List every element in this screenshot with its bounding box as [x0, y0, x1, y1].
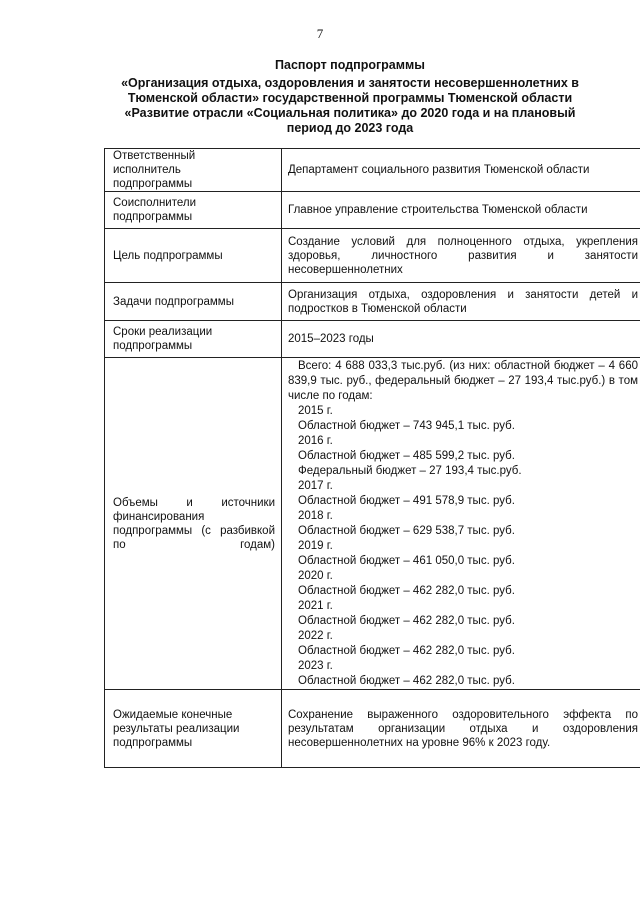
row-value: Главное управление строительства Тюменской области	[282, 192, 640, 229]
financing-year: 2017 г.	[298, 480, 333, 492]
financing-line: Областной бюджет – 462 282,0 тыс. руб.	[298, 585, 515, 597]
row-label: Сроки реализации подпрограммы	[105, 321, 282, 358]
table-row-financing	[105, 358, 640, 690]
row-label: Задачи подпрограммы	[105, 283, 282, 321]
financing-year: 2023 г.	[298, 660, 333, 672]
title-line-5: период до 2023 года	[286, 121, 414, 135]
row-value: Сохранение выраженного оздоровительного эффекта по результатам организации отдыха и оздоровления несовершеннолетних на уровне 96% к 2023 году.	[282, 690, 640, 768]
title-line-3: Тюменской области» государственной программы Тюменской области	[127, 91, 573, 105]
table-row-responsible	[105, 149, 640, 192]
document-title	[100, 58, 600, 136]
row-value: Создание условий для полноценного отдыха, укрепления здоровья, личностного развития и занятости несовершеннолетних	[282, 229, 640, 283]
financing-year: 2020 г.	[298, 570, 333, 582]
financing-year: 2019 г.	[298, 540, 333, 552]
financing-year: 2022 г.	[298, 630, 333, 642]
passport-table	[104, 148, 640, 768]
table-row-coexecutors	[105, 192, 640, 229]
title-line-4: «Развитие отрасли «Социальная политика» до 2020 года и на плановый	[124, 106, 576, 120]
row-label: Соисполнители подпрограммы	[105, 192, 282, 229]
row-label: Цель подпрограммы	[105, 229, 282, 283]
financing-line: Областной бюджет – 629 538,7 тыс. руб.	[298, 525, 515, 537]
table-row-tasks	[105, 283, 640, 321]
financing-year: 2018 г.	[298, 510, 333, 522]
table-row-goal	[105, 229, 640, 283]
table-row-results	[105, 690, 640, 768]
financing-line: Областной бюджет – 485 599,2 тыс. руб.	[298, 450, 515, 462]
financing-year: 2021 г.	[298, 600, 333, 612]
financing-line: Областной бюджет – 462 282,0 тыс. руб.	[298, 675, 515, 687]
title-line-1: Паспорт подпрограммы	[275, 58, 425, 72]
financing-line: Областной бюджет – 462 282,0 тыс. руб.	[298, 615, 515, 627]
financing-line: Федеральный бюджет – 27 193,4 тыс.руб.	[298, 465, 522, 477]
row-value: 2015–2023 годы	[282, 321, 640, 358]
row-value: Департамент социального развития Тюменской области	[282, 149, 640, 192]
table-row-terms	[105, 321, 640, 358]
financing-years	[288, 404, 638, 689]
financing-year: 2016 г.	[298, 435, 333, 447]
financing-line: Областной бюджет – 743 945,1 тыс. руб.	[298, 420, 515, 432]
row-label: Ответственный исполнитель подпрограммы	[105, 149, 282, 192]
row-label: Ожидаемые конечные результаты реализации подпрограммы	[105, 690, 282, 768]
row-value: Организация отдыха, оздоровления и занятости детей и подростков в Тюменской области	[282, 283, 640, 321]
financing-line: Областной бюджет – 462 282,0 тыс. руб.	[298, 645, 515, 657]
financing-line: Областной бюджет – 461 050,0 тыс. руб.	[298, 555, 515, 567]
row-label: Объемы и источники финансирования подпрограммы (с разбивкой по годам)	[105, 358, 282, 690]
financing-line: Областной бюджет – 491 578,9 тыс. руб.	[298, 495, 515, 507]
title-line-2: «Организация отдыха, оздоровления и занятости несовершеннолетних в	[121, 76, 579, 90]
financing-year: 2015 г.	[298, 405, 333, 417]
financing-value	[282, 358, 640, 690]
page-number: 7	[316, 26, 324, 41]
financing-total: Всего: 4 688 033,3 тыс.руб. (из них: областной бюджет – 4 660 839,9 тыс. руб., федеральный бюджет – 27 193,4 тыс.руб.) в том числе по годам:	[288, 360, 638, 402]
